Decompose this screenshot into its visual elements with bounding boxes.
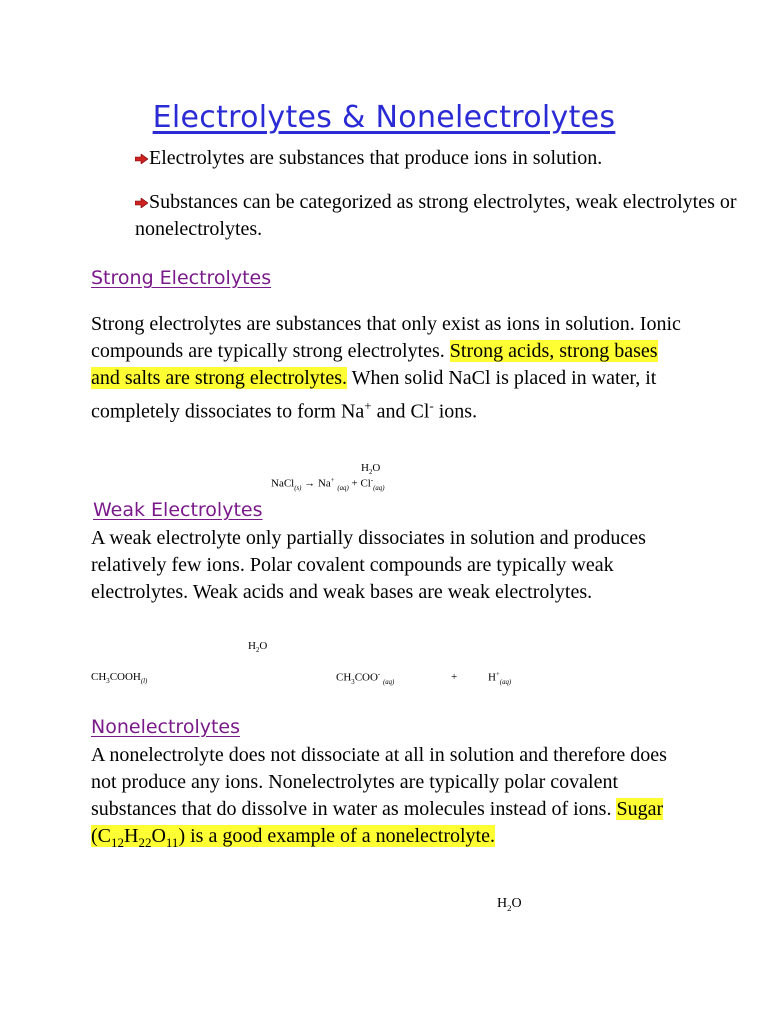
text-fragment: H	[488, 671, 496, 684]
subscript: (aq)	[382, 678, 395, 686]
section-heading-strong: Strong Electrolytes	[91, 267, 272, 289]
page-title: Electrolytes & Nonelectrolytes	[152, 100, 616, 135]
weak-solvent-label	[248, 640, 267, 654]
text-fragment: NaCl	[271, 477, 295, 490]
bullet-text: Substances can be categorized as strong electrolytes, weak electrolytes or nonelectrolytes.	[135, 191, 737, 240]
text-fragment: ions.	[433, 400, 478, 423]
superscript: -	[429, 398, 434, 413]
text-fragment: H	[124, 825, 139, 847]
strong-text-2: When solid NaCl is placed in water, it completely dissociates to form Na	[91, 367, 657, 423]
text-fragment: O	[372, 462, 381, 474]
weak-paragraph: A weak electrolyte only partially dissociates in solution and produces relatively few ions. Polar covalent compounds are typically weak electrolytes. Weak acids and weak bases are weak electrolytes.	[91, 527, 646, 603]
bullet-text: Electrolytes are substances that produce ions in solution.	[149, 147, 603, 169]
weak-product-acetate	[336, 671, 394, 686]
subscript: 3	[351, 678, 355, 686]
subscript: 11	[165, 835, 179, 850]
subscript: 2	[255, 647, 260, 655]
non-text: A nonelectrolyte does not dissociate at all in solution and therefore does not produce any ions. Nonelectrolytes are typically polar covalent substances that do dissolve in water as molecules instead of ions.	[91, 744, 667, 820]
subscript: (s)	[294, 484, 302, 492]
subscript: 3	[106, 678, 110, 686]
superscript: -	[377, 671, 381, 678]
superscript: -	[370, 477, 374, 484]
text-fragment: CH	[336, 671, 352, 684]
subscript: 12	[111, 835, 124, 850]
text-fragment: COOH	[109, 671, 141, 683]
text-fragment: H	[497, 896, 508, 911]
superscript: +	[364, 398, 372, 413]
non-solvent-label	[497, 896, 522, 913]
text-fragment: and Cl	[371, 400, 430, 423]
section-heading-weak: Weak Electrolytes	[93, 499, 263, 521]
equation-nacl	[271, 477, 384, 492]
red-arrow-icon	[135, 154, 148, 164]
bullet-item	[135, 189, 755, 243]
strong-highlight: Strong acids, strong bases and salts are strong electrolytes.	[91, 340, 658, 389]
subscript: 2	[368, 469, 373, 477]
subscript: 22	[138, 835, 152, 850]
text-fragment: H	[361, 462, 369, 474]
subscript: 2	[507, 902, 512, 913]
equation-solvent-label	[361, 462, 380, 476]
subscript: (aq)	[373, 484, 385, 492]
strong-text: Strong electrolytes are substances that only exist as ions in solution. Ionic compounds are typically strong electrolytes.	[91, 313, 681, 362]
subscript: (aq)	[499, 678, 512, 686]
text-fragment: COO	[354, 671, 378, 684]
weak-product-hydrogen	[488, 671, 511, 686]
bullet-item	[135, 145, 755, 172]
text-fragment: Sugar (C	[91, 798, 664, 847]
text-fragment: CH	[91, 671, 107, 683]
text-fragment: O	[511, 896, 522, 911]
superscript: +	[330, 477, 335, 484]
superscript: +	[495, 671, 500, 678]
text-fragment: ) is a good example of a nonelectrolyte.	[178, 825, 495, 847]
non-paragraph	[91, 742, 681, 856]
red-arrow-icon	[135, 198, 148, 208]
weak-reactant	[91, 671, 147, 685]
strong-paragraph	[91, 311, 691, 426]
subscript: (l)	[140, 678, 148, 686]
text-fragment: H	[248, 640, 256, 652]
text-fragment: O	[151, 825, 166, 847]
text-fragment: O	[259, 640, 268, 652]
text-fragment: +	[351, 477, 358, 490]
weak-plus-sign: +	[451, 671, 458, 683]
subscript: (aq)	[337, 484, 349, 492]
text-fragment: Na	[317, 477, 331, 490]
reaction-arrow: →	[304, 477, 316, 490]
section-heading-non: Nonelectrolytes	[91, 716, 241, 738]
text-fragment: Cl	[360, 477, 371, 490]
